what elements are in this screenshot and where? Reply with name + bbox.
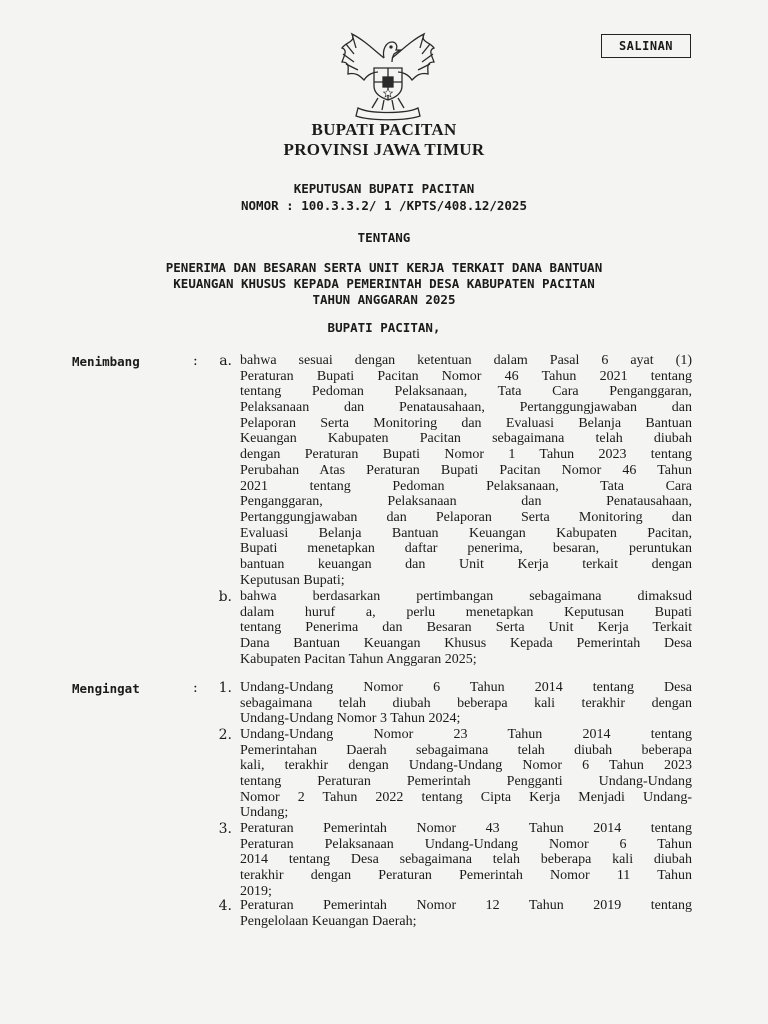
text-line: tentang Peraturan Pemerintah Pengganti Undang-Undang <box>240 774 692 790</box>
text-line: kali, terakhir dengan Undang-Undang Nomor 6 Tahun 2023 <box>240 758 692 774</box>
menimbang-label: Menimbang <box>72 354 140 369</box>
text-line: Evaluasi Belanja Bantuan Keuangan Kabupaten Pacitan, <box>240 525 692 541</box>
text-line: Bupati menetapkan daftar penerima, besaran, peruntukan <box>240 541 692 557</box>
menimbang-item-a <box>240 353 692 588</box>
text-line: bahwa sesuai dengan ketentuan dalam Pasal 6 ayat (1) <box>240 353 692 368</box>
text-line: Pemerintahan Daerah sebagaimana telah diubah beberapa <box>240 742 692 758</box>
about-label: TENTANG <box>357 230 411 245</box>
text-line: 2014 tentang Desa sebagaimana telah beberapa kali diubah <box>240 852 692 868</box>
text-line: Keuangan Kabupaten Pacitan sebagaimana telah diubah <box>240 431 692 447</box>
item-marker: a. <box>219 353 232 369</box>
text-line: bahwa berdasarkan pertimbangan sebagaimana dimaksud <box>240 589 692 604</box>
garuda-emblem-icon <box>334 28 442 122</box>
item-marker: 2. <box>218 727 232 743</box>
text-line: Pelaporan Serta Monitoring dan Evaluasi Belanja Bantuan <box>240 415 692 431</box>
text-line: Undang; <box>240 805 289 821</box>
text-line: Undang-Undang Nomor 23 Tahun 2014 tentang <box>240 727 692 742</box>
mengingat-label: Mengingat <box>72 681 140 696</box>
text-line: tentang Pedoman Pelaksanaan, Tata Cara Penganggaran, <box>240 384 692 400</box>
text-line: Keputusan Bupati; <box>240 572 345 588</box>
text-line: Undang-Undang Nomor 3 Tahun 2024; <box>240 711 461 727</box>
salinan-stamp: SALINAN <box>601 34 691 58</box>
mengingat-item-4 <box>240 898 692 929</box>
text-line: Nomor 2 Tahun 2022 tentang Cipta Kerja Menjadi Undang- <box>240 789 692 805</box>
text-line: Dana Bantuan Keuangan Khusus Kepada Pemerintah Desa <box>240 636 692 652</box>
text-line: Penganggaran, Pelaksanaan dan Penatausahaan, <box>240 494 692 510</box>
decree-title: KEPUTUSAN BUPATI PACITAN <box>293 181 475 196</box>
issuer: BUPATI PACITAN, <box>327 320 441 335</box>
mengingat-item-2 <box>240 727 692 821</box>
menimbang-item-b <box>240 589 692 667</box>
text-line: 2019; <box>240 883 272 899</box>
text-line: Pelaksanaan dan Penatausahaan, Pertanggungjawaban dan <box>240 400 692 416</box>
item-marker: b. <box>218 589 232 605</box>
text-line: sebagaimana telah diubah beberapa kali terakhir dengan <box>240 695 692 711</box>
text-line: Peraturan Pelaksanaan Undang-Undang Nomor 6 Tahun <box>240 836 692 852</box>
text-line: Kabupaten Pacitan Tahun Anggaran 2025; <box>240 651 477 667</box>
mengingat-colon: : <box>193 680 198 696</box>
mengingat-item-3 <box>240 821 692 899</box>
decree-subject-line: PENERIMA DAN BESARAN SERTA UNIT KERJA TERKAIT DANA BANTUAN <box>165 260 603 275</box>
decree-subject-line: TAHUN ANGGARAN 2025 <box>312 292 456 307</box>
header-province: PROVINSI JAWA TIMUR <box>283 140 485 159</box>
text-line: Pertanggungjawaban dan Pelaporan Serta Monitoring dan <box>240 509 692 525</box>
item-marker: 3. <box>218 821 232 837</box>
header-title: BUPATI PACITAN <box>311 120 457 139</box>
text-line: Perubahan Atas Peraturan Bupati Pacitan Nomor 46 Tahun <box>240 462 692 478</box>
text-line: bantuan keuangan dan Unit Kerja terkait dengan <box>240 556 692 572</box>
item-marker: 1. <box>218 680 232 696</box>
text-line: Pengelolaan Keuangan Daerah; <box>240 913 417 929</box>
text-line: Peraturan Pemerintah Nomor 43 Tahun 2014 tentang <box>240 821 692 836</box>
text-line: 2021 tentang Pedoman Pelaksanaan, Tata Cara <box>240 478 692 494</box>
text-line: Peraturan Bupati Pacitan Nomor 46 Tahun 2021 tentang <box>240 368 692 384</box>
mengingat-item-1 <box>240 680 692 727</box>
item-marker: 4. <box>218 898 232 914</box>
text-line: dalam huruf a, perlu menetapkan Keputusan Bupati <box>240 604 692 620</box>
text-line: Peraturan Pemerintah Nomor 12 Tahun 2019 tentang <box>240 898 692 913</box>
text-line: terakhir dengan Peraturan Pemerintah Nomor 11 Tahun <box>240 868 692 884</box>
decree-number: NOMOR : 100.3.3.2/ 1 /KPTS/408.12/2025 <box>241 198 527 213</box>
text-line: Undang-Undang Nomor 6 Tahun 2014 tentang Desa <box>240 680 692 695</box>
text-line: tentang Penerima dan Besaran Serta Unit Kerja Terkait <box>240 620 692 636</box>
menimbang-colon: : <box>193 353 198 369</box>
decree-subject-line: KEUANGAN KHUSUS KEPADA PEMERINTAH DESA KABUPATEN PACITAN <box>173 276 595 291</box>
text-line: dengan Peraturan Bupati Nomor 1 Tahun 2023 tentang <box>240 447 692 463</box>
